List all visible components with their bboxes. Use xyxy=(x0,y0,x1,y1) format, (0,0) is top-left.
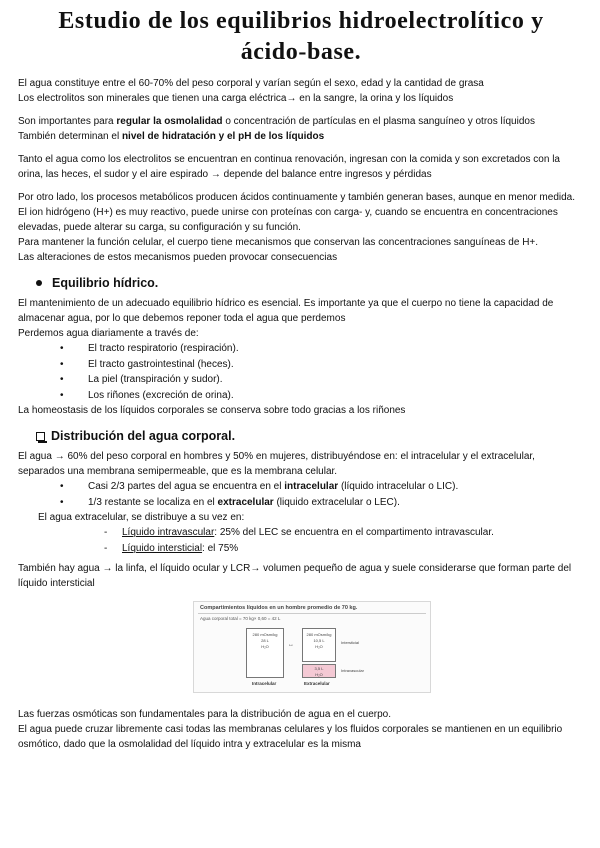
bullet-icon xyxy=(36,280,42,286)
figure-title: Compartimientos líquidos en un hombre promedio de 70 kg. xyxy=(200,605,358,611)
intro-line-2: Los electrolitos son minerales que tienen una carga eléctrica→ en la sangre, la orina y los líquidos xyxy=(18,93,454,104)
intro-line-6: Por otro lado, los procesos metabólicos producen ácidos continuamente y también generan bases, aunque en menor medida. xyxy=(18,192,576,203)
section2-paragraph-2: El agua extracelular, se distribuye a su vez en: xyxy=(38,512,245,523)
intro-line-4: También determinan el nivel de hidratación y el pH de los líquidos xyxy=(18,131,325,142)
fluid-compartments-figure xyxy=(193,601,431,693)
closing-paragraph-2: El agua puede cruzar libremente casi todas las membranas celulares y los fluidos corporales se mantienen en un equilibrio osmótico, dado que la osmolalidad del líquido intra y extracelular es la misma xyxy=(18,724,563,750)
list-item: - Líquido intravascular: 25% del LEC se encuentra en el compartimento intravascular. xyxy=(18,525,584,541)
figure-subtitle: Agua corporal total = 70 kg× 0,60 = 42 L xyxy=(200,616,281,621)
intracellular-box: 280 mOsm/kg 28 L H₂O xyxy=(246,628,284,678)
interstitial-label: Intersticial xyxy=(341,640,360,645)
list-item: - Líquido intersticial: el 75% xyxy=(18,541,584,557)
intro-line-7: El ion hidrógeno (H+) es muy reactivo, puede unirse con proteínas con carga- y, cuando se encuentra en concentraciones elevadas, puede alterar su carga, su configuración y su función. xyxy=(18,207,558,233)
page-title xyxy=(18,6,584,68)
intravascular-label: Intravascular xyxy=(341,668,364,673)
title-line-1: Estudio de los equilibrios hidroelectrolítico y xyxy=(58,8,544,34)
section-heading-equilibrio: Equilibrio hídrico. xyxy=(18,275,584,292)
section2-paragraph-3: También hay agua → la linfa, el líquido ocular y LCR→ volumen pequeño de agua y suele considerarse que forman parte del líquido intersticial xyxy=(18,563,572,589)
intracellular-label: Intracelular xyxy=(252,681,277,686)
list-item: • Los riñones (excreción de orina). xyxy=(18,388,584,404)
list-item: • 1/3 restante se localiza en el extracelular (liquido extracelular o LEC). xyxy=(18,495,584,511)
list-item: • El tracto respiratorio (respiración). xyxy=(18,341,584,357)
section1-paragraph-3: La homeostasis de los líquidos corporales se conserva sobre todo gracias a los riñones xyxy=(18,405,406,416)
water-loss-list xyxy=(18,341,584,403)
title-line-2: ácido-base. xyxy=(240,39,362,65)
intro-line-1: El agua constituye entre el 60-70% del peso corporal y varían según el sexo, edad y la cantidad de grasa xyxy=(18,78,484,89)
section1-paragraph-1: El mantenimiento de un adecuado equilibrio hídrico es esencial. Es importante ya que el cuerpo no tiene la capacidad de almacenar agua, por lo que debemos reponer toda el agua que perdemos xyxy=(18,298,554,324)
list-item: • Casi 2/3 partes del agua se encuentra en el intracelular (líquido intracelular o LIC). xyxy=(18,479,584,495)
intro-line-9: Las alteraciones de estos mecanismos pueden provocar consecuencias xyxy=(18,252,338,263)
intravascular-box: 3,5 L H₂O xyxy=(302,664,336,678)
exchange-arrow-icon: ↔ xyxy=(288,642,294,648)
intro-line-8: Para mantener la función celular, el cuerpo tiene mecanismos que conservan las concentraciones sanguíneas de H+. xyxy=(18,237,539,248)
section2-paragraph-1: El agua → 60% del peso corporal en hombres y 50% en mujeres, distribuyéndose en: el intracelular y el extracelular, separados una membrana semipermeable, que es la membrana celular. xyxy=(18,451,535,477)
checkbox-square-icon xyxy=(36,432,45,441)
list-item: • El tracto gastrointestinal (heces). xyxy=(18,357,584,373)
distribution-list xyxy=(18,479,584,510)
intro-line-5: Tanto el agua como los electrolitos se encuentran en continua renovación, ingresan con la comida y son excretados con la orina, las heces, el sudor y el aire espirado → depende del balance entre ingresos y pérdidas xyxy=(18,154,560,180)
section-heading-distribucion: Distribución del agua corporal. xyxy=(18,428,584,445)
section1-paragraph-2: Perdemos agua diariamente a través de: xyxy=(18,328,199,339)
extracellular-label: Extracelular xyxy=(304,681,330,686)
interstitial-box: 280 mOsm/kg 10,5 L H₂O xyxy=(302,628,336,662)
document-page xyxy=(18,0,584,752)
closing-paragraph-1: Las fuerzas osmóticas son fundamentales para la distribución de agua en el cuerpo. xyxy=(18,709,392,720)
intro-line-3: Son importantes para regular la osmolalidad o concentración de partículas en el plasma sanguíneo y otros líquidos xyxy=(18,116,535,127)
list-item: • La piel (transpiración y sudor). xyxy=(18,372,584,388)
extracellular-list xyxy=(18,525,584,556)
